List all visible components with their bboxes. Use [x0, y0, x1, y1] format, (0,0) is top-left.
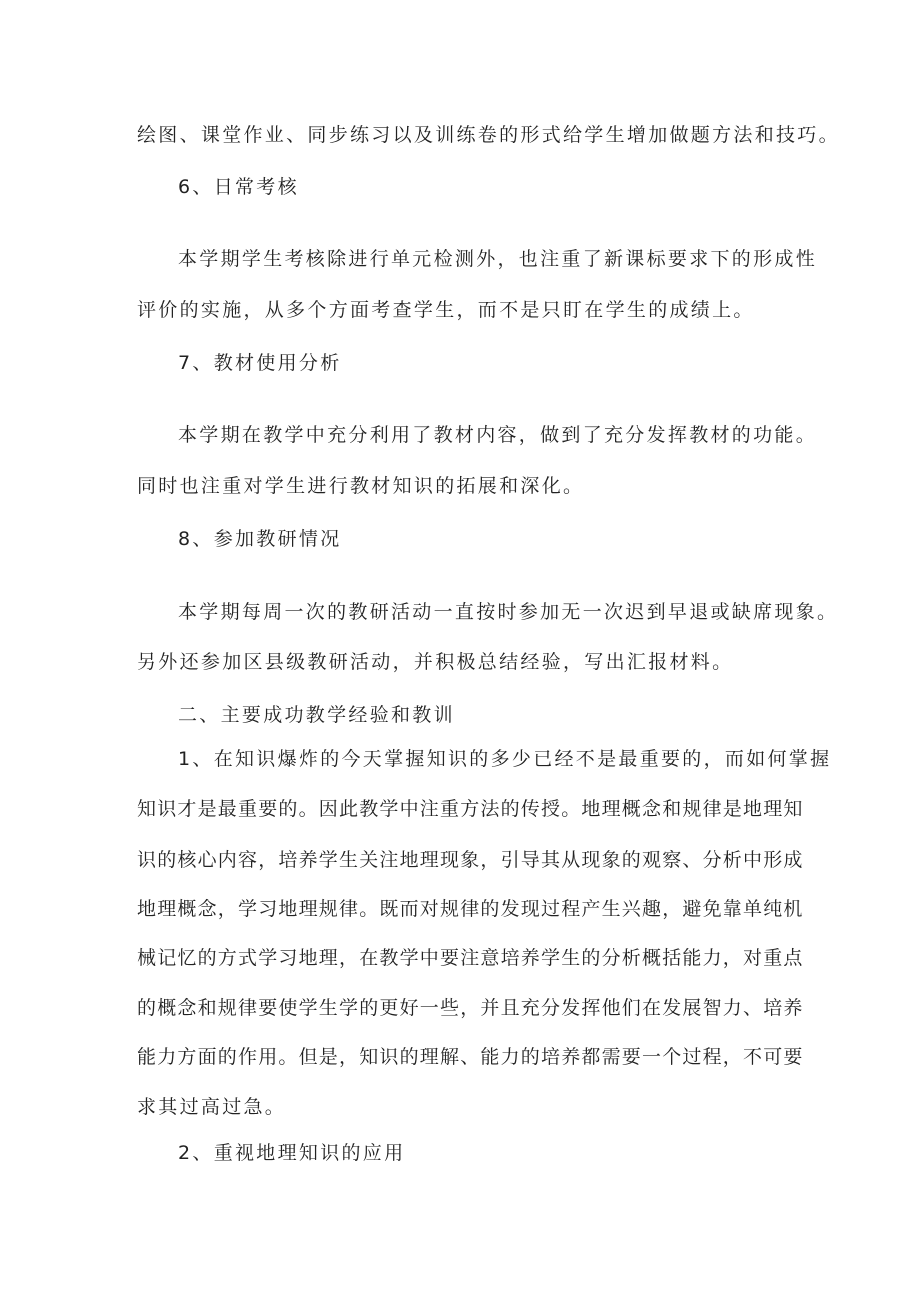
heading-7-textbook-analysis: 7、教材使用分析	[178, 352, 342, 374]
paragraph-7-line-1: 本学期在教学中充分利用了教材内容，做到了充分发挥教材的功能。	[178, 424, 818, 446]
paragraph-s2-1-line-7: 能力方面的作用。但是，知识的理解、能力的培养都需要一个过程，不可要	[137, 1046, 804, 1068]
paragraph-s2-1-line-6: 的概念和规律要使学生学的更好一些，并且充分发挥他们在发展智力、培养	[137, 997, 804, 1019]
paragraph-s2-1-line-3: 识的核心内容，培养学生关注地理现象，引导其从现象的观察、分析中形成	[137, 849, 804, 871]
paragraph-s2-1-line-5: 械记忆的方式学习地理，在教学中要注意培养学生的分析概括能力，对重点	[137, 947, 804, 969]
paragraph-7-line-2: 同时也注重对学生进行教材知识的拓展和深化。	[137, 475, 585, 497]
paragraph-8-line-2: 另外还参加区县级教研活动，并积极总结经验，写出汇报材料。	[137, 651, 734, 673]
paragraph-8-line-1: 本学期每周一次的教研活动一直按时参加无一次迟到早退或缺席现象。	[178, 601, 839, 623]
paragraph-intro-tail: 绘图、课堂作业、同步练习以及训练卷的形式给学生增加做题方法和技巧。	[137, 124, 840, 146]
paragraph-s2-1-line-1: 1、在知识爆炸的今天掌握知识的多少已经不是最重要的，而如何掌握	[178, 748, 832, 770]
section-2-title: 二、主要成功教学经验和教训	[178, 704, 455, 726]
paragraph-s2-1-line-2: 知识才是最重要的。因此教学中注重方法的传授。地理概念和规律是地理知	[137, 798, 804, 820]
heading-8-teaching-research: 8、参加教研情况	[178, 528, 342, 550]
paragraph-6-line-2: 评价的实施，从多个方面考查学生，而不是只盯在学生的成绩上。	[137, 299, 755, 321]
heading-s2-2-application: 2、重视地理知识的应用	[178, 1142, 406, 1164]
paragraph-6-line-1: 本学期学生考核除进行单元检测外，也注重了新课标要求下的形成性	[178, 248, 818, 270]
heading-6-daily-assessment: 6、日常考核	[178, 176, 299, 198]
paragraph-s2-1-line-8: 求其过高过急。	[137, 1096, 287, 1118]
paragraph-s2-1-line-4: 地理概念，学习地理规律。既而对规律的发现过程产生兴趣，避免靠单纯机	[137, 898, 804, 920]
